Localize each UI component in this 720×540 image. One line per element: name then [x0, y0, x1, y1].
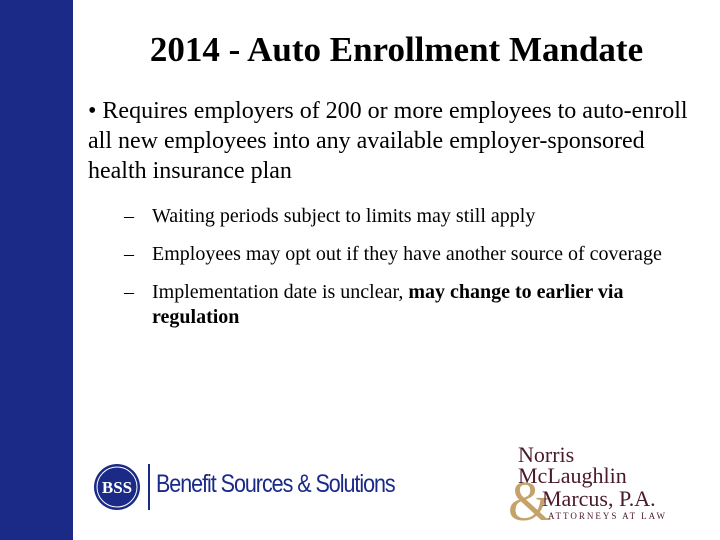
sub-bullet-list — [124, 204, 690, 343]
dash-marker: – — [124, 281, 134, 303]
nmm-line-norris: Norris — [518, 442, 575, 467]
main-bullet: • Requires employers of 200 or more employees to auto-enroll all new employees into any available employer-sponsored health insurance plan — [88, 98, 688, 184]
benefit-sources-logo — [92, 458, 395, 518]
sub-bullet-text: Employees may opt out if they have another source of coverage — [152, 243, 662, 265]
bss-monogram-icon — [92, 462, 142, 512]
left-accent-bar — [0, 0, 73, 540]
sub-bullet-opt-out — [124, 242, 690, 267]
nmm-ampersand: & — [508, 471, 552, 533]
bss-monogram-text: BSS — [101, 478, 133, 497]
nmm-tagline: ATTORNEYS AT LAW — [548, 511, 667, 521]
sub-bullet-text: Waiting periods subject to limits may still apply — [152, 205, 536, 227]
dash-marker: – — [124, 205, 134, 227]
sub-bullet-implementation — [124, 280, 690, 330]
nmm-line-marcus: Marcus, P.A. — [542, 486, 656, 511]
sub-bullet-text: Implementation date is unclear, — [152, 281, 409, 303]
norris-mclaughlin-logo — [508, 438, 698, 533]
bss-divider — [148, 464, 150, 510]
slide-title: 2014 - Auto Enrollment Mandate — [149, 30, 644, 69]
dash-marker: – — [124, 243, 134, 265]
sub-bullet-bold-text: may change to earlier via regulation — [152, 281, 624, 328]
sub-bullet-waiting-periods — [124, 204, 690, 229]
nmm-line-mclaughlin: McLaughlin — [518, 463, 627, 488]
bss-company-name: Benefit Sources & Solutions — [156, 470, 395, 498]
